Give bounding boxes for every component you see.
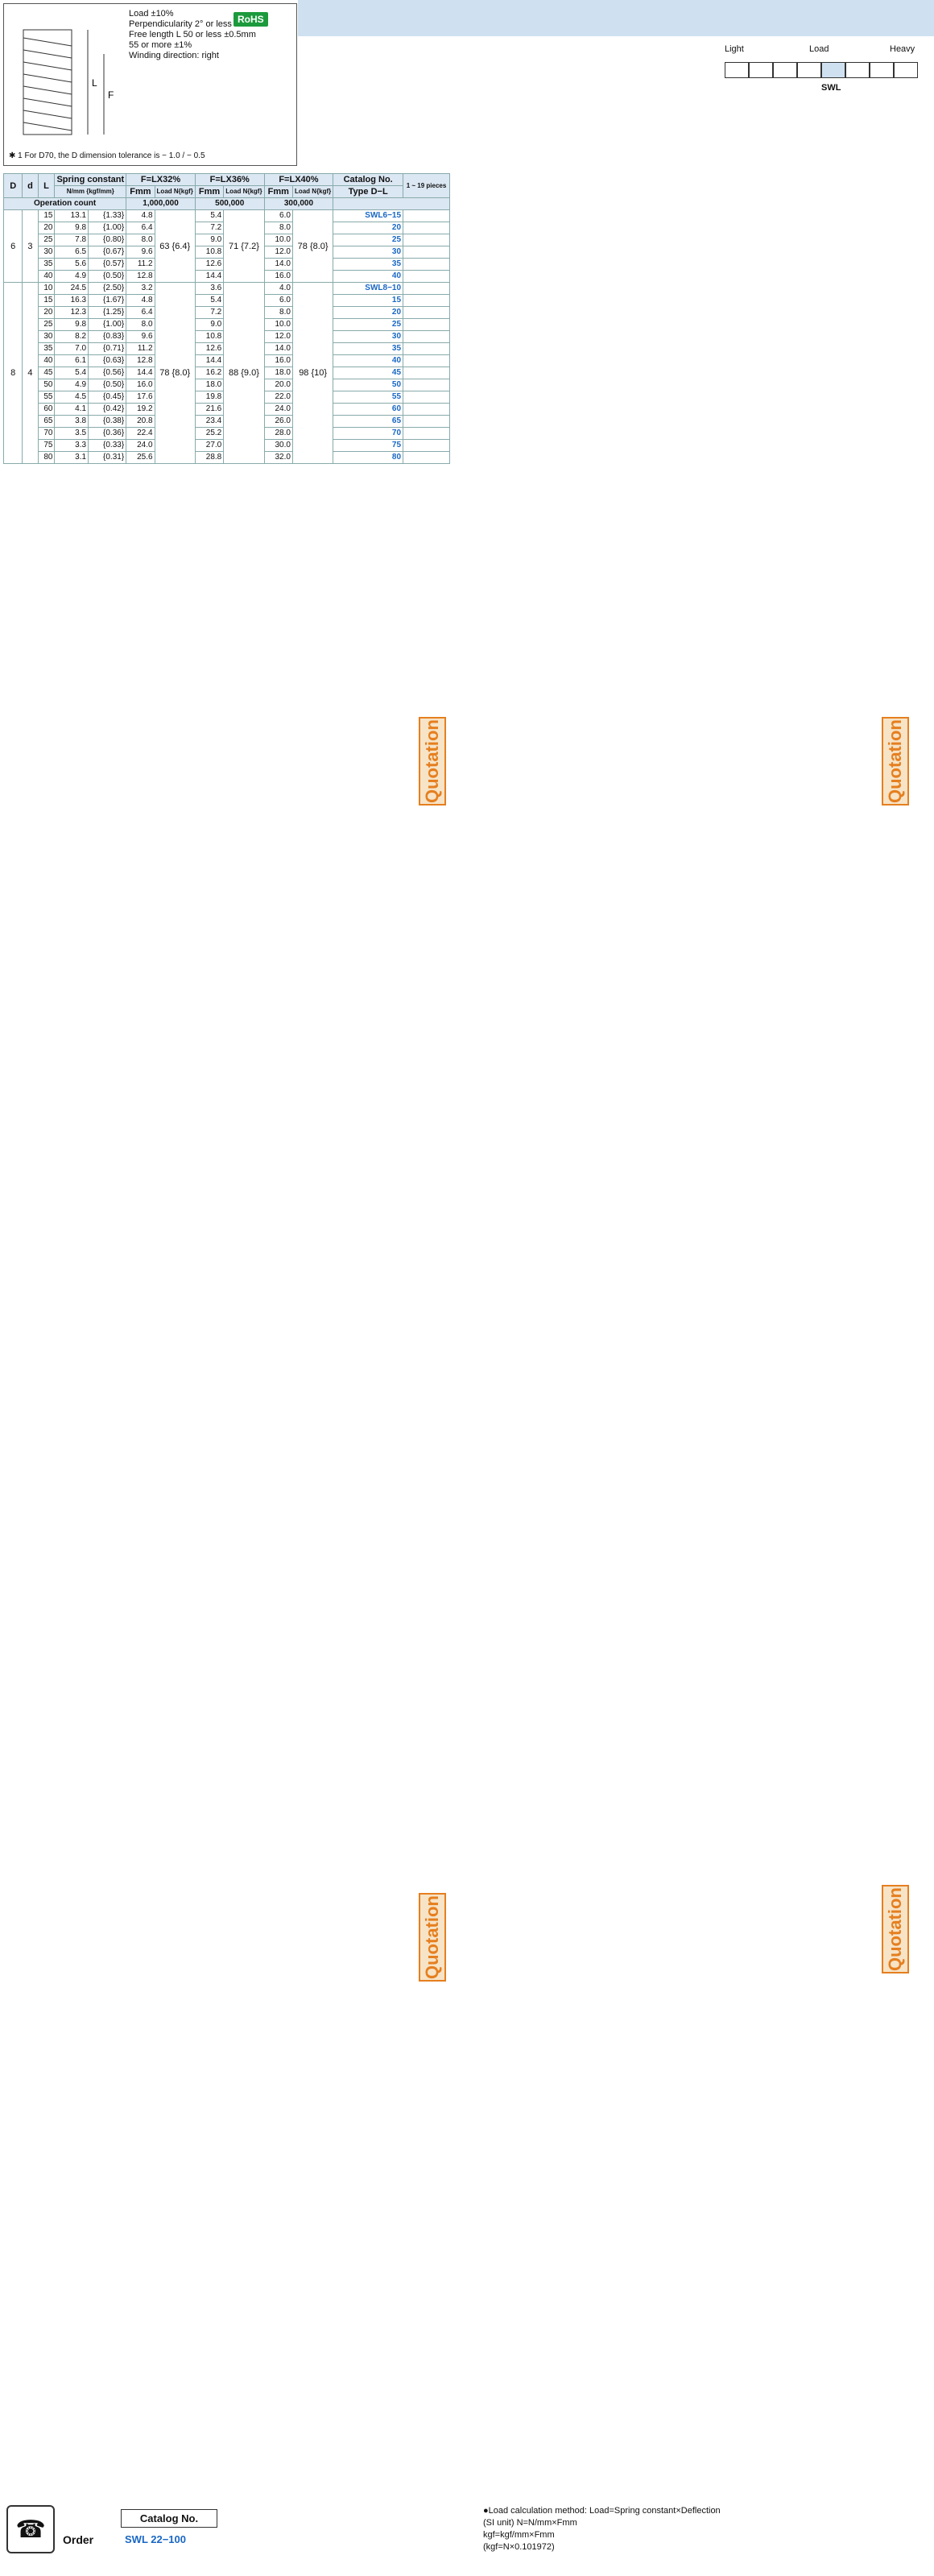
- table-cell: 30: [333, 246, 403, 259]
- calc-line: (SI unit) N=N/mm×Fmm: [483, 2518, 577, 2528]
- table-cell: 20: [333, 222, 403, 234]
- table-cell: 25: [38, 234, 55, 246]
- spec-line: Perpendicularity 2° or less: [129, 19, 232, 29]
- table-cell: {0.50}: [89, 379, 126, 391]
- table-cell: 16.0: [264, 355, 292, 367]
- table-cell: 63 {6.4}: [155, 210, 195, 283]
- table-cell: 30: [38, 331, 55, 343]
- table-cell: 25: [333, 234, 403, 246]
- table-cell: 35: [333, 259, 403, 271]
- table-cell: 80: [38, 452, 55, 464]
- load-seg: [773, 62, 797, 78]
- col-load: Load N{kgf}: [292, 186, 333, 198]
- table-cell: 40: [333, 355, 403, 367]
- table-cell: 9.0: [195, 234, 223, 246]
- table-cell: 20.8: [126, 416, 155, 428]
- table-cell: 9.8: [55, 222, 89, 234]
- col-load: Load N{kgf}: [224, 186, 264, 198]
- calc-line: (kgf=N×0.101972): [483, 2542, 555, 2552]
- load-seg: [749, 62, 773, 78]
- order-label: Order: [63, 2533, 94, 2546]
- table-cell: 4.0: [264, 283, 292, 295]
- table-cell: 3.3: [55, 440, 89, 452]
- table-cell: 9.6: [126, 331, 155, 343]
- table-cell: [403, 391, 450, 404]
- table-cell: [403, 343, 450, 355]
- table-cell: {0.36}: [89, 428, 126, 440]
- load-seg: [870, 62, 894, 78]
- table-cell: 3: [23, 210, 38, 283]
- spec-line: 55 or more ±1%: [129, 40, 192, 50]
- table-cell: 25.2: [195, 428, 223, 440]
- table-cell: 10.8: [195, 246, 223, 259]
- table-cell: 9.6: [126, 246, 155, 259]
- load-seg-active: [821, 62, 845, 78]
- col-price: 1 ~ 19 pieces: [403, 174, 450, 198]
- swl-label: SWL: [821, 83, 841, 93]
- table-cell: [403, 246, 450, 259]
- table-cell: 12.6: [195, 343, 223, 355]
- table-cell: 55: [333, 391, 403, 404]
- table-cell: 65: [38, 416, 55, 428]
- table-cell: 11.2: [126, 259, 155, 271]
- col-fmm: Fmm: [195, 186, 223, 198]
- table-cell: 50: [38, 379, 55, 391]
- table-cell: 6.5: [55, 246, 89, 259]
- table-cell: 45: [38, 367, 55, 379]
- table-cell: [403, 319, 450, 331]
- table-cell: 3.5: [55, 428, 89, 440]
- table-cell: {1.25}: [89, 307, 126, 319]
- spring-diagram: [7, 6, 128, 151]
- table-cell: 35: [38, 343, 55, 355]
- table-cell: {1.67}: [89, 295, 126, 307]
- col-f40: F=LX40%: [264, 174, 333, 186]
- col-load: Load N{kgf}: [155, 186, 195, 198]
- table-cell: 4.1: [55, 404, 89, 416]
- col-fmm: Fmm: [126, 186, 155, 198]
- table-cell: {0.83}: [89, 331, 126, 343]
- spec-line: Load ±10%: [129, 9, 174, 19]
- spring-table-top-left: [3, 173, 450, 464]
- table-cell: 12.0: [264, 246, 292, 259]
- table-cell: 24.5: [55, 283, 89, 295]
- table-cell: 18.0: [264, 367, 292, 379]
- table-cell: [403, 428, 450, 440]
- load-label: Load: [809, 44, 829, 54]
- load-scale: [725, 44, 926, 101]
- table-cell: 22.0: [264, 391, 292, 404]
- col-d-outer: D: [4, 174, 23, 198]
- table-cell: {1.00}: [89, 222, 126, 234]
- table-cell: 55: [38, 391, 55, 404]
- table-cell: 9.0: [195, 319, 223, 331]
- table-cell: 71 {7.2}: [224, 210, 264, 283]
- table-cell: 4.8: [126, 210, 155, 222]
- op-count-value: 500,000: [195, 198, 264, 210]
- table-cell: 19.8: [195, 391, 223, 404]
- col-f36: F=LX36%: [195, 174, 264, 186]
- table-cell: [403, 234, 450, 246]
- table-cell: 50: [333, 379, 403, 391]
- table-cell: 6.1: [55, 355, 89, 367]
- spec-table: [3, 173, 450, 464]
- col-spring-constant: Spring constant: [55, 174, 126, 186]
- table-cell: 65: [333, 416, 403, 428]
- table-cell: SWL8−10: [333, 283, 403, 295]
- table-cell: 4.9: [55, 379, 89, 391]
- table-cell: 3.8: [55, 416, 89, 428]
- col-l: L: [38, 174, 55, 198]
- op-count-label: Operation count: [4, 198, 126, 210]
- spec-line: Winding direction: right: [129, 51, 219, 60]
- table-cell: 8.2: [55, 331, 89, 343]
- table-cell: [403, 355, 450, 367]
- table-cell: 12.8: [126, 271, 155, 283]
- table-cell: 20.0: [264, 379, 292, 391]
- quotation-badge: Quotation: [419, 1893, 446, 1982]
- table-cell: 10.0: [264, 234, 292, 246]
- table-cell: 28.8: [195, 452, 223, 464]
- table-cell: 25.6: [126, 452, 155, 464]
- table-cell: 24.0: [264, 404, 292, 416]
- table-row: [4, 210, 450, 222]
- table-cell: {0.38}: [89, 416, 126, 428]
- quotation-badge: Quotation: [882, 1885, 909, 1973]
- dimension-note: ✱ 1 For D70, the D dimension tolerance is − 1.0 / − 0.5: [9, 151, 205, 160]
- table-cell: 78 {8.0}: [155, 283, 195, 464]
- table-cell: 60: [333, 404, 403, 416]
- table-cell: 78 {8.0}: [292, 210, 333, 283]
- table-cell: 17.6: [126, 391, 155, 404]
- table-cell: 30: [38, 246, 55, 259]
- table-cell: 14.4: [126, 367, 155, 379]
- col-d-inner: d: [23, 174, 38, 198]
- col-spring-unit: N/mm {kgf/mm}: [55, 186, 126, 198]
- table-cell: 7.8: [55, 234, 89, 246]
- table-cell: [403, 307, 450, 319]
- table-cell: [403, 271, 450, 283]
- table-cell: 3.6: [195, 283, 223, 295]
- table-cell: [403, 283, 450, 295]
- catalog-label: Catalog No.: [121, 2509, 217, 2528]
- header-bar: [298, 0, 934, 36]
- table-cell: 14.0: [264, 259, 292, 271]
- op-count-value: 300,000: [264, 198, 333, 210]
- table-cell: 4.5: [55, 391, 89, 404]
- table-cell: 30.0: [264, 440, 292, 452]
- table-cell: {0.80}: [89, 234, 126, 246]
- table-cell: 4.9: [55, 271, 89, 283]
- table-cell: {1.00}: [89, 319, 126, 331]
- table-cell: 98 {10}: [292, 283, 333, 464]
- table-cell: 7.2: [195, 222, 223, 234]
- table-cell: 4: [23, 283, 38, 464]
- table-cell: [403, 379, 450, 391]
- table-cell: 8.0: [264, 222, 292, 234]
- table-cell: 30: [333, 331, 403, 343]
- table-cell: {0.57}: [89, 259, 126, 271]
- table-cell: [403, 452, 450, 464]
- table-cell: {0.50}: [89, 271, 126, 283]
- table-cell: 20: [38, 222, 55, 234]
- footer: [0, 2501, 934, 2576]
- table-cell: 13.1: [55, 210, 89, 222]
- op-count-blank: [333, 198, 450, 210]
- table-cell: 3.1: [55, 452, 89, 464]
- table-cell: 10.8: [195, 331, 223, 343]
- table-cell: {2.50}: [89, 283, 126, 295]
- table-cell: [403, 259, 450, 271]
- table-cell: 23.4: [195, 416, 223, 428]
- table-cell: 16.3: [55, 295, 89, 307]
- table-cell: 5.4: [55, 367, 89, 379]
- table-cell: 18.0: [195, 379, 223, 391]
- table-cell: 8.0: [126, 234, 155, 246]
- table-cell: [403, 210, 450, 222]
- table-cell: 12.6: [195, 259, 223, 271]
- quotation-badge: Quotation: [882, 717, 909, 806]
- table-cell: 40: [38, 271, 55, 283]
- table-cell: 3.2: [126, 283, 155, 295]
- table-cell: 40: [333, 271, 403, 283]
- table-cell: SWL6−15: [333, 210, 403, 222]
- spec-line: Free length L 50 or less ±0.5mm: [129, 30, 256, 39]
- table-cell: 26.0: [264, 416, 292, 428]
- table-cell: 28.0: [264, 428, 292, 440]
- table-cell: 15: [333, 295, 403, 307]
- table-cell: {0.71}: [89, 343, 126, 355]
- table-cell: 35: [38, 259, 55, 271]
- table-cell: 6.4: [126, 222, 155, 234]
- table-cell: 9.8: [55, 319, 89, 331]
- table-cell: 5.6: [55, 259, 89, 271]
- table-cell: 70: [38, 428, 55, 440]
- table-cell: {0.33}: [89, 440, 126, 452]
- table-cell: 75: [333, 440, 403, 452]
- table-cell: 8: [4, 283, 23, 464]
- table-cell: 25: [38, 319, 55, 331]
- table-cell: 14.4: [195, 271, 223, 283]
- table-cell: {1.33}: [89, 210, 126, 222]
- table-cell: 8.0: [126, 319, 155, 331]
- table-cell: 20: [38, 307, 55, 319]
- table-cell: 35: [333, 343, 403, 355]
- table-cell: 16.0: [264, 271, 292, 283]
- table-cell: [403, 295, 450, 307]
- catalog-example: SWL 22−100: [125, 2533, 187, 2545]
- table-cell: 12.0: [264, 331, 292, 343]
- col-type: Type D−L: [333, 186, 403, 198]
- table-cell: 22.4: [126, 428, 155, 440]
- table-cell: 5.4: [195, 210, 223, 222]
- header: [0, 0, 934, 169]
- table-cell: 32.0: [264, 452, 292, 464]
- table-cell: 60: [38, 404, 55, 416]
- table-cell: 75: [38, 440, 55, 452]
- table-cell: {0.56}: [89, 367, 126, 379]
- col-f32: F=LX32%: [126, 174, 196, 186]
- table-cell: 8.0: [264, 307, 292, 319]
- col-fmm: Fmm: [264, 186, 292, 198]
- table-cell: {0.42}: [89, 404, 126, 416]
- table-cell: {0.45}: [89, 391, 126, 404]
- table-cell: 11.2: [126, 343, 155, 355]
- table-cell: 25: [333, 319, 403, 331]
- table-cell: 16.2: [195, 367, 223, 379]
- table-body: [4, 210, 450, 464]
- table-cell: 10: [38, 283, 55, 295]
- table-cell: 14.0: [264, 343, 292, 355]
- order-icon: ☎: [6, 2505, 55, 2553]
- table-cell: 6.4: [126, 307, 155, 319]
- svg-text:L: L: [92, 77, 97, 89]
- svg-text:F: F: [108, 89, 114, 101]
- load-seg: [797, 62, 821, 78]
- table-cell: 70: [333, 428, 403, 440]
- table-cell: 45: [333, 367, 403, 379]
- table-cell: [403, 222, 450, 234]
- table-cell: 6.0: [264, 210, 292, 222]
- table-cell: [403, 416, 450, 428]
- table-cell: 15: [38, 295, 55, 307]
- calc-line: ●Load calculation method: Load=Spring constant×Deflection: [483, 2506, 721, 2516]
- table-row: [4, 283, 450, 295]
- op-count-value: 1,000,000: [126, 198, 196, 210]
- table-cell: [403, 404, 450, 416]
- table-cell: 5.4: [195, 295, 223, 307]
- table-cell: 7.2: [195, 307, 223, 319]
- table-cell: 40: [38, 355, 55, 367]
- table-cell: 12.8: [126, 355, 155, 367]
- table-cell: 7.0: [55, 343, 89, 355]
- table-cell: [403, 331, 450, 343]
- table-cell: 15: [38, 210, 55, 222]
- table-cell: 88 {9.0}: [224, 283, 264, 464]
- load-light-label: Light: [725, 44, 744, 54]
- table-cell: 20: [333, 307, 403, 319]
- calc-line: kgf=kgf/mm×Fmm: [483, 2530, 555, 2540]
- table-cell: 14.4: [195, 355, 223, 367]
- table-cell: 4.8: [126, 295, 155, 307]
- spec-box: [3, 3, 297, 166]
- load-seg: [725, 62, 749, 78]
- table-cell: [403, 367, 450, 379]
- load-calc-note: [483, 2505, 721, 2553]
- load-seg: [894, 62, 918, 78]
- load-heavy-label: Heavy: [890, 44, 915, 54]
- rohs-badge: RoHS: [234, 12, 268, 27]
- table-cell: {0.67}: [89, 246, 126, 259]
- table-cell: 16.0: [126, 379, 155, 391]
- table-cell: 24.0: [126, 440, 155, 452]
- load-seg: [845, 62, 870, 78]
- table-cell: 6.0: [264, 295, 292, 307]
- table-cell: 27.0: [195, 440, 223, 452]
- table-cell: 12.3: [55, 307, 89, 319]
- table-cell: 6: [4, 210, 23, 283]
- table-cell: 21.6: [195, 404, 223, 416]
- table-cell: [403, 440, 450, 452]
- table-cell: {0.63}: [89, 355, 126, 367]
- table-cell: 80: [333, 452, 403, 464]
- table-cell: 19.2: [126, 404, 155, 416]
- quotation-badge: Quotation: [419, 717, 446, 806]
- col-catalog: Catalog No.: [333, 174, 403, 186]
- table-cell: {0.31}: [89, 452, 126, 464]
- table-cell: 10.0: [264, 319, 292, 331]
